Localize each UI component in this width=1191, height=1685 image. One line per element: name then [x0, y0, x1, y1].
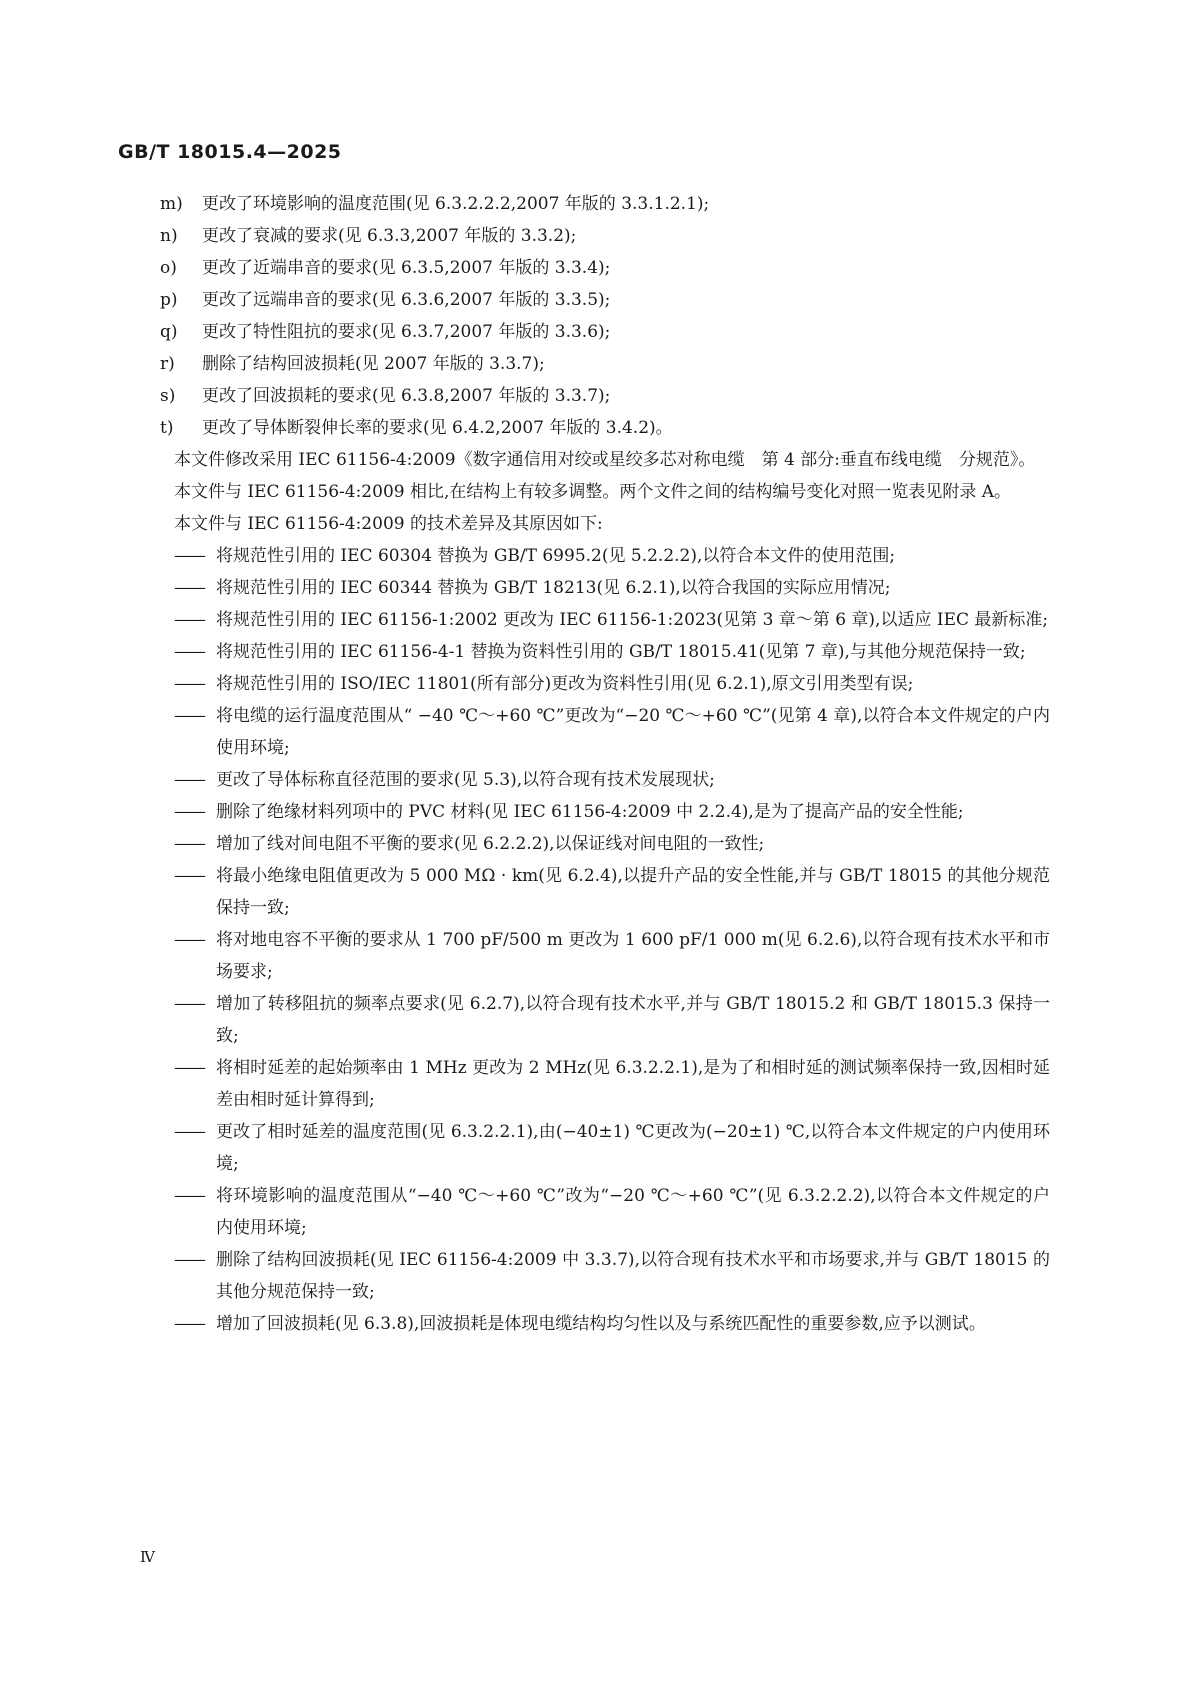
dash-marker: ——: [174, 578, 204, 598]
list-item: [174, 924, 1050, 988]
list-item-text: 增加了转移阻抗的频率点要求(见 6.2.7),以符合现有技术水平,并与 GB/T 18015.2 和 GB/T 18015.3 保持一致;: [216, 994, 1050, 1046]
list-marker: m): [160, 194, 183, 214]
list-marker: p): [160, 290, 178, 310]
structure-paragraph: 本文件与 IEC 61156-4:2009 相比,在结构上有较多调整。两个文件之间的结构编号变化对照一览表见附录 A。: [174, 482, 1012, 502]
list-item: [174, 636, 1050, 668]
list-item: [174, 796, 1050, 828]
dash-marker: ——: [174, 610, 204, 630]
list-item: [160, 188, 1050, 220]
list-item: [160, 412, 1050, 444]
list-item: [160, 348, 1050, 380]
page-number: Ⅳ: [140, 1548, 155, 1566]
list-item-text: 将规范性引用的 IEC 60304 替换为 GB/T 6995.2(见 5.2.2.2),以符合本文件的使用范围;: [216, 546, 896, 566]
list-item: [174, 1244, 1050, 1308]
dash-marker: ——: [174, 834, 204, 854]
dash-marker: ——: [174, 866, 204, 886]
list-item: [174, 668, 1050, 700]
dash-marker: ——: [174, 1314, 204, 1334]
list-item-text: 更改了衰减的要求(见 6.3.3,2007 年版的 3.3.2);: [202, 226, 577, 246]
list-marker: t): [160, 418, 174, 438]
list-item: [160, 252, 1050, 284]
list-item-text: 将电缆的运行温度范围从“ −40 ℃～+60 ℃”更改为“−20 ℃～+60 ℃”(见第 4 章),以符合本文件规定的户内使用环境;: [216, 706, 1050, 758]
list-item-text: 增加了线对间电阻不平衡的要求(见 6.2.2.2),以保证线对间电阻的一致性;: [216, 834, 765, 854]
list-item-text: 更改了导体断裂伸长率的要求(见 6.4.2,2007 年版的 3.4.2)。: [202, 418, 673, 438]
dash-marker: ——: [174, 802, 204, 822]
list-item: [174, 1052, 1050, 1116]
list-item-text: 将规范性引用的 IEC 61156-1:2002 更改为 IEC 61156-1:2023(见第 3 章～第 6 章),以适应 IEC 最新标准;: [216, 610, 1049, 630]
list-marker: s): [160, 386, 176, 406]
list-item: [174, 540, 1050, 572]
dash-marker: ——: [174, 994, 204, 1014]
list-item: [174, 1116, 1050, 1180]
list-item-text: 更改了导体标称直径范围的要求(见 5.3),以符合现有技术发展现状;: [216, 770, 715, 790]
dash-marker: ——: [174, 1058, 204, 1078]
list-item-text: 更改了环境影响的温度范围(见 6.3.2.2.2,2007 年版的 3.3.1.2.1);: [202, 194, 710, 214]
list-marker: r): [160, 354, 175, 374]
list-marker: q): [160, 322, 178, 342]
list-item: [174, 828, 1050, 860]
list-item: [174, 764, 1050, 796]
list-item-text: 将环境影响的温度范围从“−40 ℃～+60 ℃”改为“−20 ℃～+60 ℃”(见 6.3.2.2.2),以符合本文件规定的户内使用环境;: [216, 1186, 1050, 1238]
foreword-content: [130, 188, 1050, 1340]
list-marker: n): [160, 226, 178, 246]
list-item: [174, 860, 1050, 924]
list-item-text: 删除了绝缘材料列项中的 PVC 材料(见 IEC 61156-4:2009 中 2.2.4),是为了提高产品的安全性能;: [216, 802, 964, 822]
technical-differences-intro: 本文件与 IEC 61156-4:2009 的技术差异及其原因如下:: [174, 514, 603, 534]
list-item: [160, 380, 1050, 412]
list-item-text: 增加了回波损耗(见 6.3.8),回波损耗是体现电缆结构均匀性以及与系统匹配性的重要参数,应予以测试。: [216, 1314, 986, 1334]
list-item: [174, 572, 1050, 604]
dash-marker: ——: [174, 706, 204, 726]
list-item-text: 将规范性引用的 ISO/IEC 11801(所有部分)更改为资料性引用(见 6.2.1),原文引用类型有误;: [216, 674, 914, 694]
list-item-text: 删除了结构回波损耗(见 IEC 61156-4:2009 中 3.3.7),以符合现有技术水平和市场要求,并与 GB/T 18015 的其他分规范保持一致;: [216, 1250, 1050, 1302]
list-marker: o): [160, 258, 177, 278]
dash-marker: ——: [174, 1250, 204, 1270]
list-item-text: 将对地电容不平衡的要求从 1 700 pF/500 m 更改为 1 600 pF/1 000 m(见 6.2.6),以符合现有技术水平和市场要求;: [216, 930, 1050, 982]
list-item-text: 将相时延差的起始频率由 1 MHz 更改为 2 MHz(见 6.3.2.2.1),是为了和相时延的测试频率保持一致,因相时延差由相时延计算得到;: [216, 1058, 1050, 1110]
list-item-text: 更改了回波损耗的要求(见 6.3.8,2007 年版的 3.3.7);: [202, 386, 611, 406]
list-item-text: 更改了相时延差的温度范围(见 6.3.2.2.1),由(−40±1) ℃更改为(−20±1) ℃,以符合本文件规定的户内使用环境;: [216, 1122, 1050, 1174]
list-item-text: 将规范性引用的 IEC 60344 替换为 GB/T 18213(见 6.2.1),以符合我国的实际应用情况;: [216, 578, 891, 598]
list-item: [174, 988, 1050, 1052]
adoption-paragraph: 本文件修改采用 IEC 61156-4:2009《数字通信用对绞或星绞多芯对称电缆 第 4 部分:垂直布线电缆 分规范》。: [174, 450, 1036, 470]
list-item: [160, 316, 1050, 348]
list-item: [160, 220, 1050, 252]
technical-differences-list: [130, 540, 1050, 1340]
dash-marker: ——: [174, 930, 204, 950]
list-item: [174, 700, 1050, 764]
change-list: [130, 188, 1050, 444]
list-item-text: 更改了近端串音的要求(见 6.3.5,2007 年版的 3.3.4);: [202, 258, 611, 278]
list-item: [174, 1308, 1050, 1340]
list-item-text: 更改了远端串音的要求(见 6.3.6,2007 年版的 3.3.5);: [202, 290, 611, 310]
list-item-text: 将最小绝缘电阻值更改为 5 000 MΩ · km(见 6.2.4),以提升产品的安全性能,并与 GB/T 18015 的其他分规范保持一致;: [216, 866, 1050, 918]
list-item: [174, 1180, 1050, 1244]
document-identifier: GB/T 18015.4—2025: [118, 141, 342, 163]
dash-marker: ——: [174, 642, 204, 662]
list-item-text: 更改了特性阻抗的要求(见 6.3.7,2007 年版的 3.3.6);: [202, 322, 611, 342]
dash-marker: ——: [174, 1122, 204, 1142]
dash-marker: ——: [174, 546, 204, 566]
dash-marker: ——: [174, 770, 204, 790]
list-item: [160, 284, 1050, 316]
dash-marker: ——: [174, 674, 204, 694]
list-item-text: 删除了结构回波损耗(见 2007 年版的 3.3.7);: [202, 354, 545, 374]
dash-marker: ——: [174, 1186, 204, 1206]
list-item-text: 将规范性引用的 IEC 61156-4-1 替换为资料性引用的 GB/T 18015.41(见第 7 章),与其他分规范保持一致;: [216, 642, 1026, 662]
list-item: [174, 604, 1050, 636]
